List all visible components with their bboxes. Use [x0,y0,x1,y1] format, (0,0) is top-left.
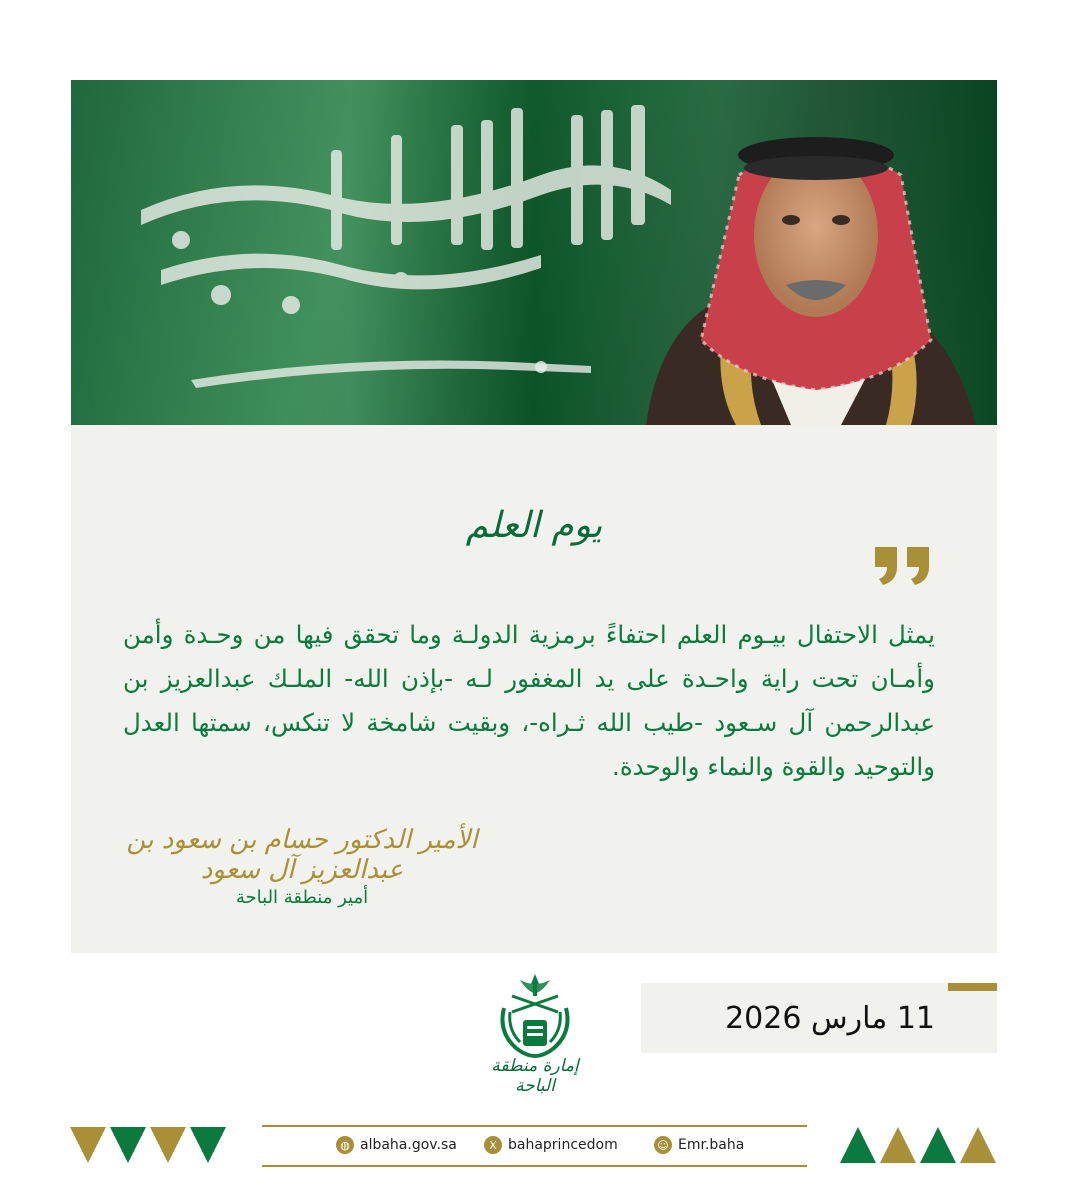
globe-icon: ◍ [336,1136,354,1154]
emblem-label: إمارة منطقة الباحة [491,1056,579,1096]
card-title: يوم العلم [465,505,603,546]
quote-icon [871,545,933,587]
left-triangle-decoration [70,1127,230,1167]
social-footer [262,1125,807,1167]
right-triangle-decoration [840,1127,1000,1167]
date-panel [641,983,997,1053]
twitter-label: bahaprincedom [508,1137,618,1153]
website-label: albaha.gov.sa [360,1137,457,1153]
twitter-link[interactable] [484,1136,618,1154]
snapchat-link[interactable] [654,1136,744,1154]
statement-card [71,425,997,953]
signature: الأمير الدكتور حسام بن سعود بن عبدالعزيز آل سعود [126,825,478,885]
flag-banner [71,80,997,425]
signature-role: أمير منطقة الباحة [235,887,369,908]
statement-text: يمثل الاحتفال بيـوم العلم احتفاءً برمزية الدولـة وما تحقق فيها من وحـدة وأمن وأمـان تحت راية واحـدة على يد المغفور لـه -بإذن الله- الملـك عبدالعزيز بن عبدالرحمن آل سـعود -طيب الله ثـراه-، وبقيت شامخة لا تنكس، سمتها العدل والتوحيد والقوة والنماء والوحدة. [123,620,935,781]
flag-illustration [71,80,997,425]
snapchat-label: Emr.baha [678,1137,745,1153]
date-text: 11 مارس 2026 [725,1001,935,1036]
x-icon: X [484,1136,502,1154]
snapchat-icon: ☺ [654,1136,672,1154]
website-link[interactable] [336,1136,457,1154]
date-accent-bar [948,983,997,991]
